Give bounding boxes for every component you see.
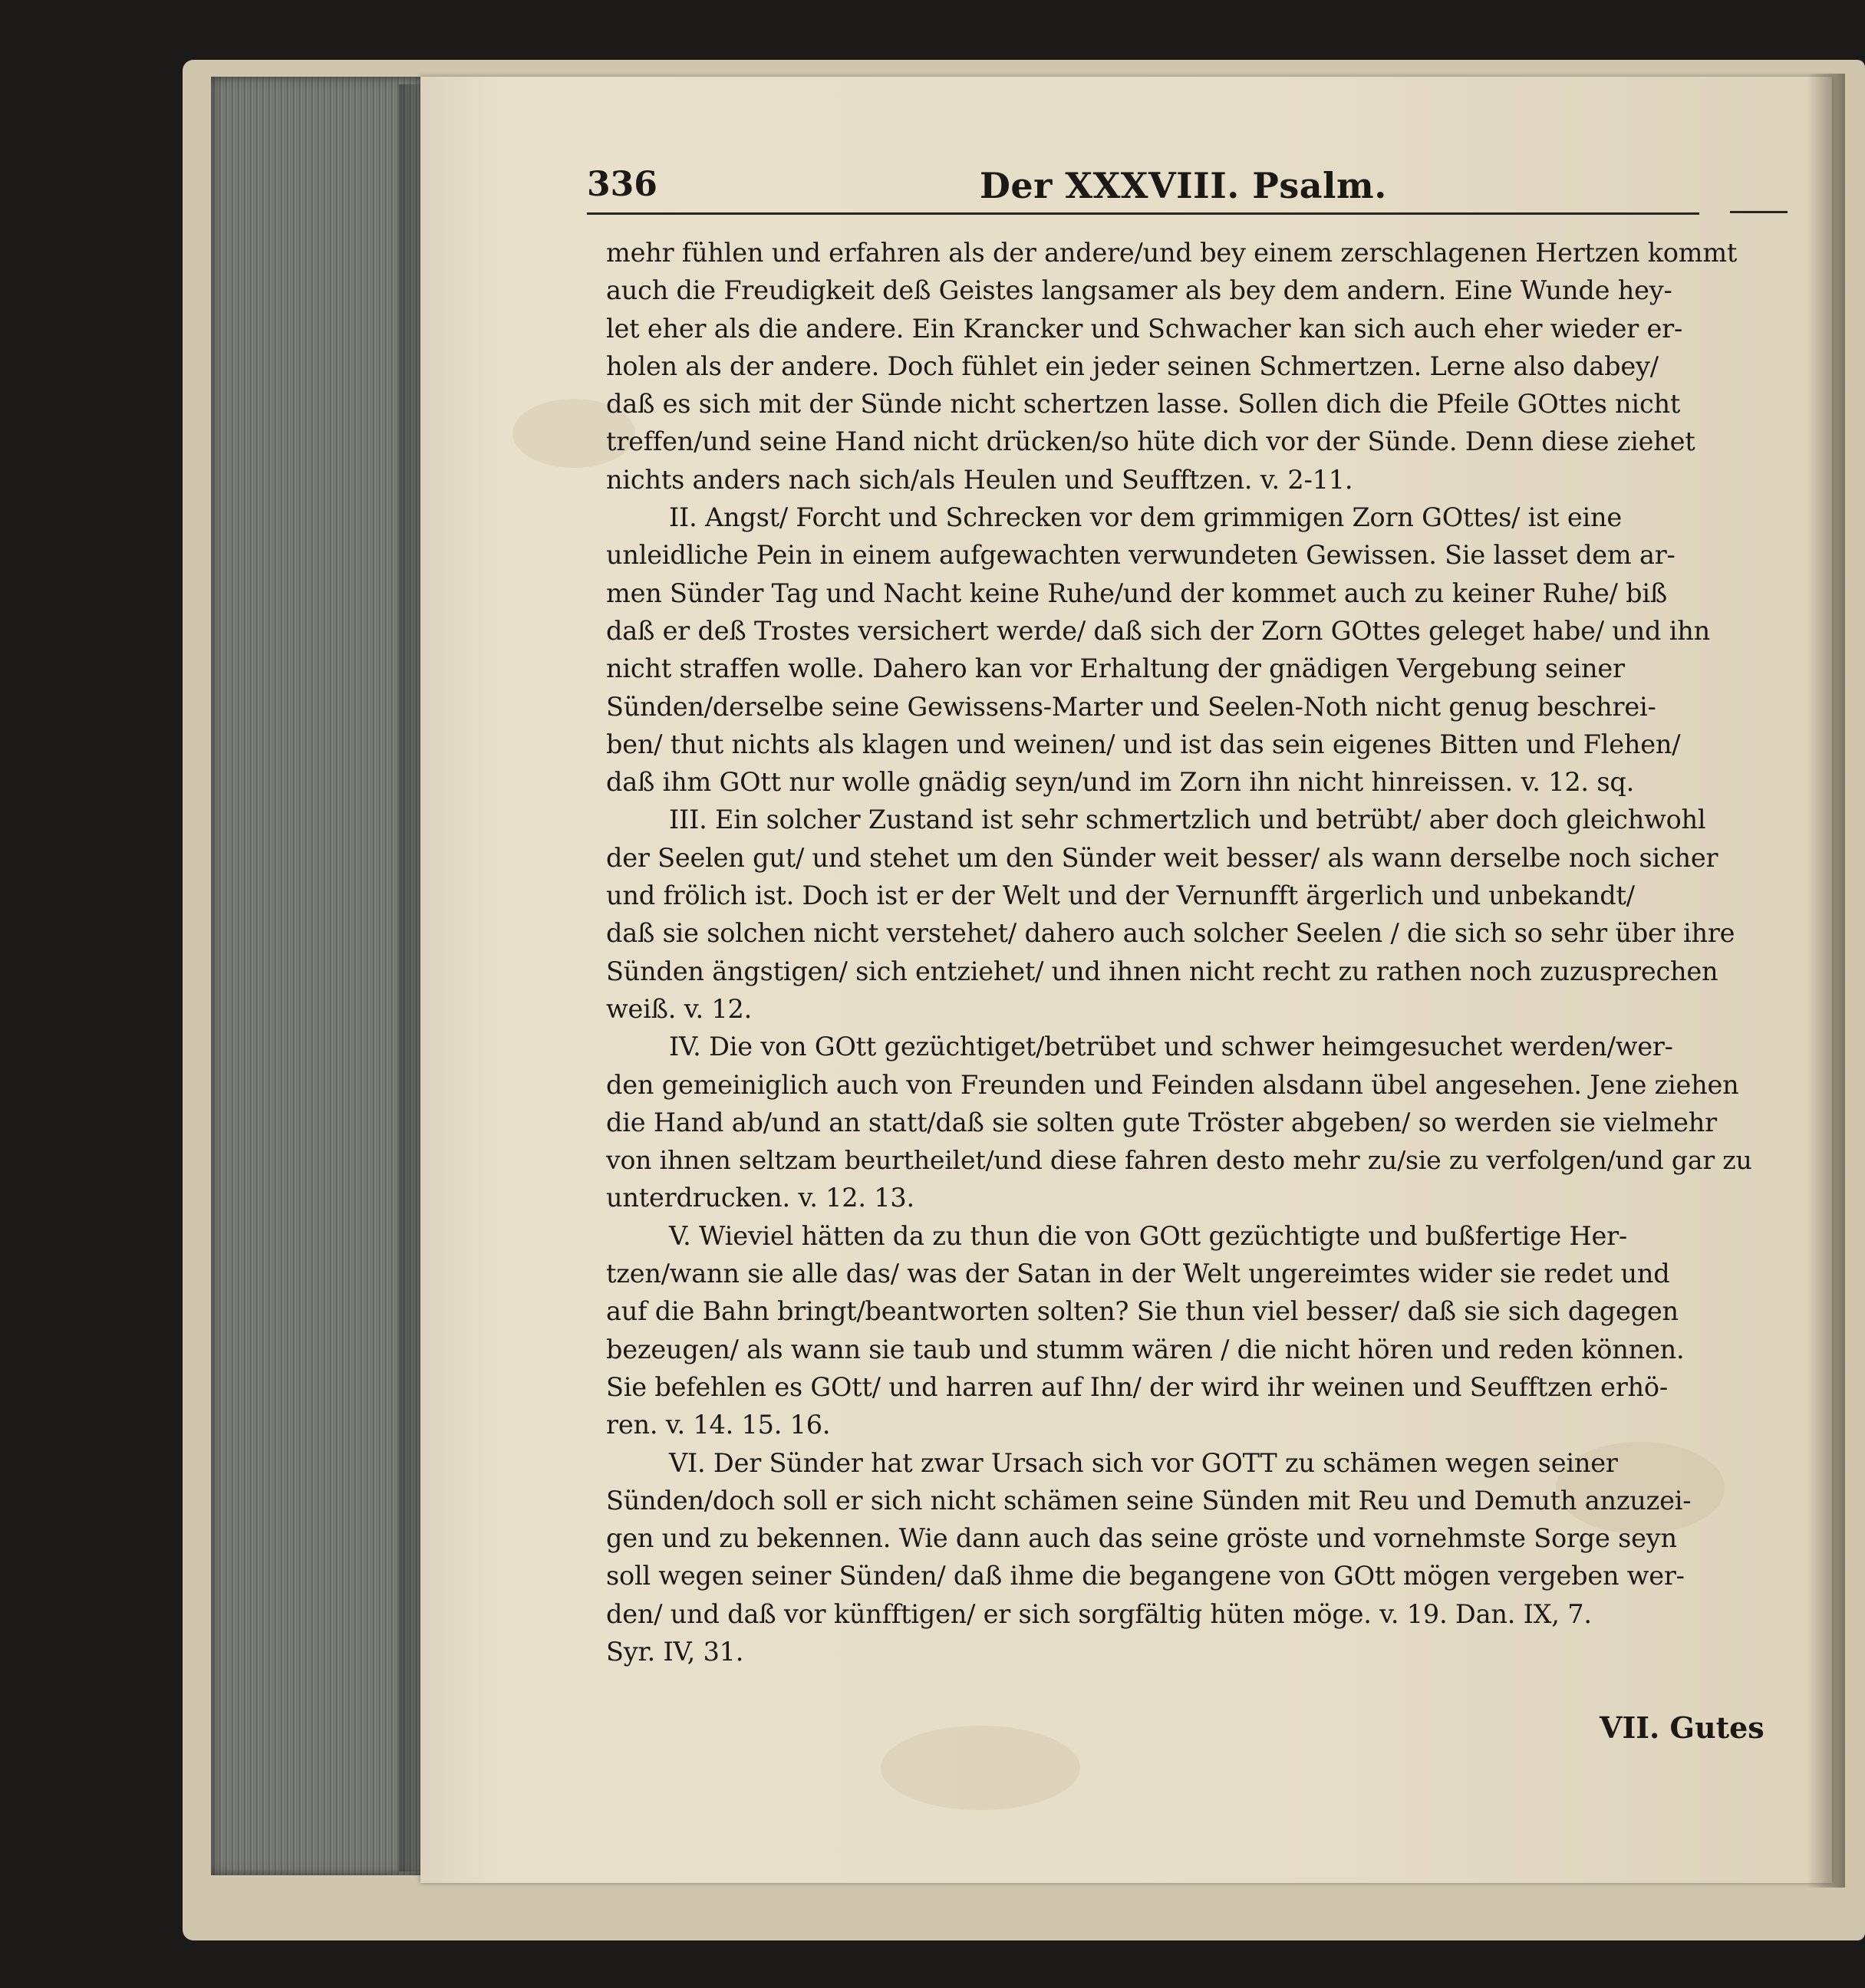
text-line: nichts anders nach sich/als Heulen und Seufftzen. v. 2-11.: [606, 464, 1353, 495]
catchword: VII. Gutes: [1600, 1710, 1765, 1745]
stain: [881, 1726, 1080, 1810]
text-line: den/ und daß vor künfftigen/ er sich sorgfältig hüten möge. v. 19. Dan. IX, 7.: [606, 1598, 1592, 1629]
text-line: bezeugen/ als wann sie taub und stumm wären / die nicht hören und reden können.: [606, 1334, 1685, 1364]
text-line: IV. Die von GOtt gezüchtiget/betrübet und schwer heimgesuchet werden/wer-: [669, 1032, 1673, 1062]
text-line: und frölich ist. Doch ist er der Welt und der Vernunfft ärgerlich und unbekandt/: [606, 880, 1635, 911]
page-number: 336: [587, 165, 657, 204]
text-line: Syr. IV, 31.: [606, 1636, 744, 1667]
text-line: unleidliche Pein in einem aufgewachten verwundeten Gewissen. Sie lasset dem ar-: [606, 540, 1676, 571]
text-line: treffen/und seine Hand nicht drücken/so hüte dich vor der Sünde. Denn diese ziehet: [606, 426, 1695, 457]
text-line: men Sünder Tag und Nacht keine Ruhe/und der kommet auch zu keiner Ruhe/ biß: [606, 578, 1668, 608]
header-rule-end: [1730, 211, 1788, 213]
text-line: tzen/wann sie alle das/ was der Satan in der Welt ungereimtes wider sie redet und: [606, 1259, 1670, 1289]
text-line: nicht straffen wolle. Dahero kan vor Erhaltung der gnädigen Vergebung seiner: [606, 653, 1625, 684]
text-line: von ihnen seltzam beurtheilet/und diese fahren desto mehr zu/sie zu verfolgen/und gar zu: [606, 1145, 1752, 1176]
text-line: V. Wieviel hätten da zu thun die von GOtt gezüchtigte und bußfertige Her-: [669, 1220, 1628, 1251]
text-line: der Seelen gut/ und stehet um den Sünder weit besser/ als wann derselbe noch sicher: [606, 842, 1718, 873]
text-line: mehr fühlen und erfahren als der andere/und bey einem zerschlagenen Hertzen kommt: [606, 238, 1738, 268]
text-line: daß ihm GOtt nur wolle gnädig seyn/und im Zorn ihn nicht hinreissen. v. 12. sq.: [606, 767, 1635, 798]
text-line: soll wegen seiner Sünden/ daß ihme die begangene von GOtt mögen vergeben wer-: [606, 1561, 1685, 1591]
text-line: II. Angst/ Forcht und Schrecken vor dem grimmigen Zorn GOttes/ ist eine: [669, 502, 1622, 533]
text-line: die Hand ab/und an statt/daß sie solten gute Tröster abgeben/ so werden sie vielmehr: [606, 1107, 1717, 1137]
text-line: III. Ein solcher Zustand ist sehr schmertzlich und betrübt/ aber doch gleichwohl: [669, 805, 1706, 835]
text-line: Sünden ängstigen/ sich entziehet/ und ihnen nicht recht zu rathen noch zuzusprechen: [606, 956, 1718, 986]
text-line: gen und zu bekennen. Wie dann auch das seine gröste und vornehmste Sorge seyn: [606, 1523, 1677, 1554]
text-line: unterdrucken. v. 12. 13.: [606, 1183, 914, 1213]
text-line: weiß. v. 12.: [606, 993, 753, 1024]
text-line: daß sie solchen nicht verstehet/ dahero auch solcher Seelen / die sich so sehr über ihre: [606, 918, 1735, 949]
text-line: ben/ thut nichts als klagen und weinen/ und ist das sein eigenes Bitten und Flehen/: [606, 729, 1681, 759]
text-line: Sie befehlen es GOtt/ und harren auf Ihn/ der wird ihr weinen und Seufftzen erhö-: [606, 1371, 1668, 1402]
text-line: daß er deß Trostes versichert werde/ daß sich der Zorn GOttes geleget habe/ und ihn: [606, 615, 1710, 646]
text-line: auch die Freudigkeit deß Geistes langsamer als bey dem andern. Eine Wunde hey-: [606, 275, 1672, 306]
page-header: [587, 165, 1776, 211]
text-line: den gemeiniglich auch von Freunden und Feinden alsdann übel angesehen. Jene ziehen: [606, 1069, 1739, 1100]
text-line: daß es sich mit der Sünde nicht schertzen lasse. Sollen dich die Pfeile GOttes nicht: [606, 389, 1681, 420]
text-line: let eher als die andere. Ein Krancker und Schwacher kan sich auch eher wieder er-: [606, 313, 1683, 344]
text-line: auf die Bahn bringt/beantworten solten? Sie thun viel besser/ daß sie sich dagegen: [606, 1296, 1679, 1327]
text-line: holen als der andere. Doch fühlet ein jeder seinen Schmertzen. Lerne also dabey/: [606, 351, 1659, 381]
gutter-shadow: [1807, 74, 1845, 1888]
page-edges: [211, 77, 430, 1875]
text-line: VI. Der Sünder hat zwar Ursach sich vor GOTT zu schämen wegen seiner: [669, 1447, 1618, 1478]
header-rule: [587, 212, 1699, 215]
text-line: Sünden/doch soll er sich nicht schämen seine Sünden mit Reu und Demuth anzuzei-: [606, 1485, 1692, 1516]
running-head: Der XXXVIII. Psalm.: [980, 165, 1387, 206]
body-text: [606, 234, 1753, 1670]
text-line: ren. v. 14. 15. 16.: [606, 1410, 831, 1440]
text-line: Sünden/derselbe seine Gewissens-Marter und Seelen-Noth nicht genug beschrei-: [606, 691, 1656, 722]
